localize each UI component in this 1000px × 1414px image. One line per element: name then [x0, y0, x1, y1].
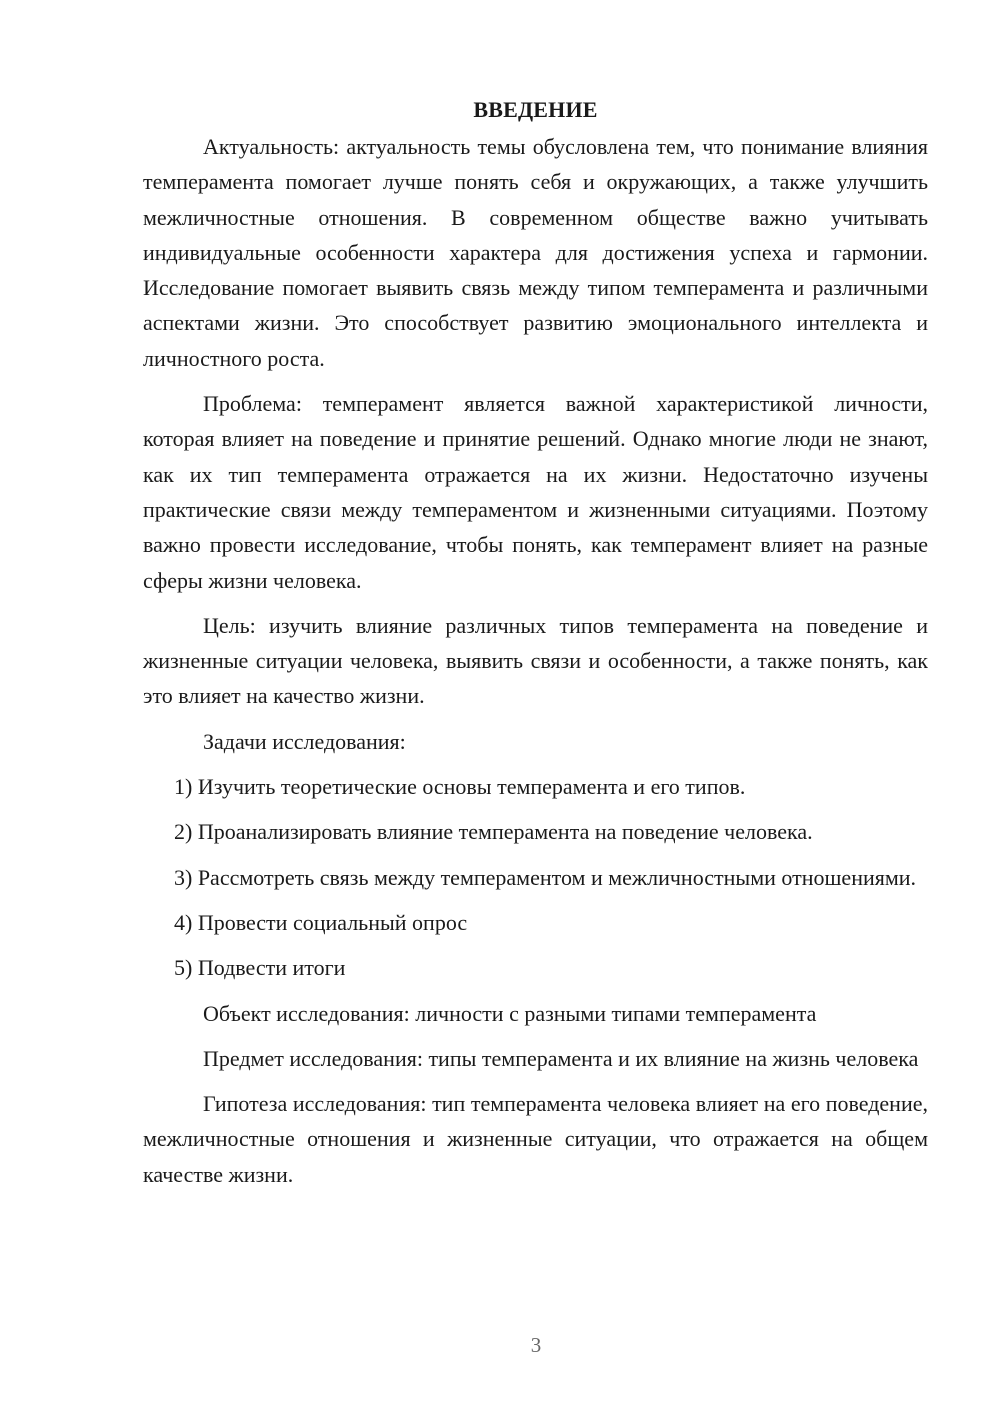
- hypothesis-paragraph: Гипотеза исследования: тип темперамента человека влияет на его поведение, межличностные отношения и жизненные ситуации, что отражается на общем качестве жизни.: [143, 1091, 928, 1187]
- problem-paragraph: Проблема: темперамент является важной характеристикой личности, которая влияет на поведение и принятие решений. Однако многие люди не знают, как их тип темперамента отражается на их жизни. Недостаточно изучены практические связи между темпераментом и жизненными ситуациями. Поэтому важно провести исследование, чтобы понять, как темперамент влияет на разные сферы жизни человека.: [143, 391, 928, 593]
- document-page: [143, 92, 928, 1202]
- document-title: ВВЕДЕНИЕ: [473, 97, 598, 122]
- subject-paragraph: Предмет исследования: типы темперамента и их влияние на жизнь человека: [203, 1045, 919, 1071]
- object-paragraph: Объект исследования: личности с разными типами темперамента: [203, 1000, 817, 1026]
- task-item-5: 5) Подвести итоги: [174, 955, 346, 981]
- relevance-paragraph: Актуальность: актуальность темы обусловлена тем, что понимание влияния темперамента помогает лучше понять себя и окружающих, а также улучшить межличностные отношения. В современном обществе важно учитывать индивидуальные особенности характера для достижения успеха и гармонии. Исследование помогает выявить связь между типом темперамента и различными аспектами жизни. Это способствует развитию эмоционального интеллекта и личностного роста.: [143, 134, 928, 371]
- goal-paragraph: Цель: изучить влияние различных типов темперамента на поведение и жизненные ситуации человека, выявить связи и особенности, а также понять, как это влияет на качество жизни.: [143, 612, 928, 709]
- task-item-3: 3) Рассмотреть связь между темпераментом и межличностными отношениями.: [174, 864, 917, 890]
- tasks-heading: Задачи исследования:: [203, 728, 406, 754]
- page-number: 3: [530, 1333, 542, 1357]
- task-item-1: 1) Изучить теоретические основы темперамента и его типов.: [174, 774, 746, 800]
- task-item-4: 4) Провести социальный опрос: [174, 909, 468, 935]
- task-item-2: 2) Проанализировать влияние темперамента на поведение человека.: [174, 819, 813, 845]
